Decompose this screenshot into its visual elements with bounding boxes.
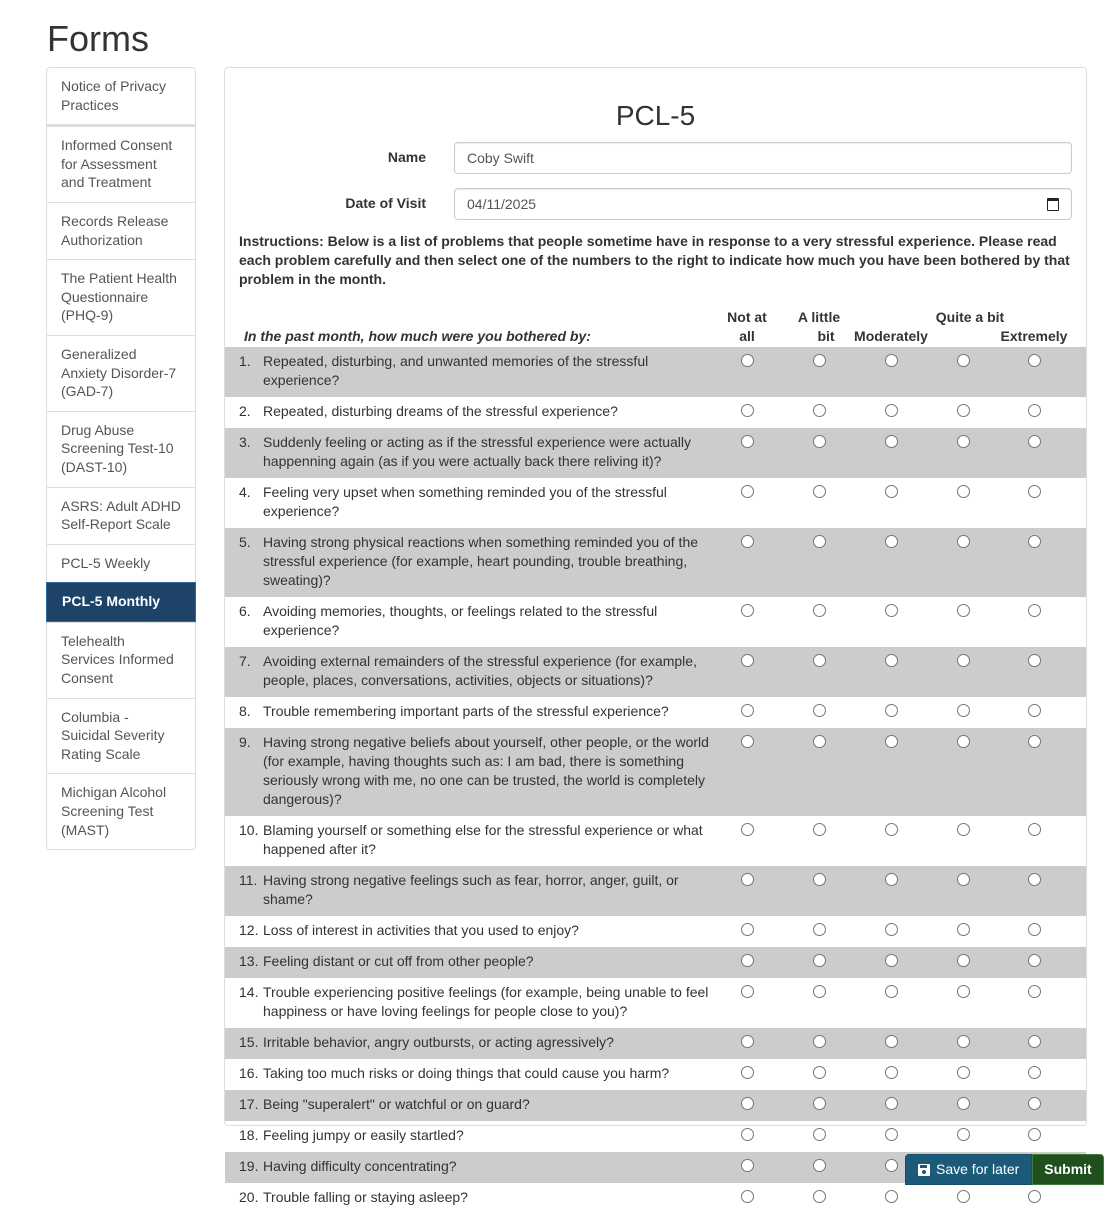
- response-radio[interactable]: [1028, 1066, 1041, 1079]
- question-text: Taking too much risks or doing things that could cause you harm?: [263, 1065, 670, 1081]
- response-radio[interactable]: [957, 985, 970, 998]
- question-number: 6.: [239, 603, 251, 619]
- question-text: Trouble falling or staying asleep?: [263, 1189, 468, 1205]
- question-row: [225, 428, 1086, 478]
- sidebar-item[interactable]: The Patient Health Questionnaire (PHQ-9): [47, 259, 195, 335]
- response-radio[interactable]: [741, 404, 754, 417]
- response-radio[interactable]: [1028, 985, 1041, 998]
- question-number: 11.: [239, 872, 258, 888]
- response-radio[interactable]: [1028, 954, 1041, 967]
- response-radio[interactable]: [741, 1159, 754, 1172]
- response-radio[interactable]: [885, 735, 898, 748]
- response-radio[interactable]: [741, 604, 754, 617]
- question-row: [225, 478, 1086, 528]
- response-radio[interactable]: [885, 1159, 898, 1172]
- response-radio[interactable]: [741, 535, 754, 548]
- sidebar-item[interactable]: Records Release Authorization: [47, 202, 195, 259]
- response-radio[interactable]: [741, 354, 754, 367]
- response-radio[interactable]: [813, 1159, 826, 1172]
- response-radio[interactable]: [957, 654, 970, 667]
- response-radio[interactable]: [813, 823, 826, 836]
- question-text: Repeated, disturbing, and unwanted memories of the stressful experience?: [263, 353, 649, 388]
- response-radio[interactable]: [957, 923, 970, 936]
- question-row: [225, 1090, 1086, 1121]
- column-header-line1: Quite a bit: [935, 309, 1005, 325]
- response-radio[interactable]: [741, 985, 754, 998]
- response-radio[interactable]: [1028, 535, 1041, 548]
- response-radio[interactable]: [885, 604, 898, 617]
- question-text: Feeling very upset when something reminded you of the stressful experience?: [263, 484, 667, 519]
- response-radio[interactable]: [885, 704, 898, 717]
- response-radio[interactable]: [1028, 604, 1041, 617]
- response-radio[interactable]: [813, 1066, 826, 1079]
- response-radio[interactable]: [957, 485, 970, 498]
- response-radio[interactable]: [741, 923, 754, 936]
- question-text: Avoiding external remainders of the stressful experience (for example, people, places, conversations, activities, objects or situations)?: [263, 653, 697, 688]
- question-text: Trouble remembering important parts of the stressful experience?: [263, 703, 669, 719]
- response-radio[interactable]: [885, 1128, 898, 1141]
- response-radio[interactable]: [957, 1128, 970, 1141]
- submit-label: Submit: [1044, 1161, 1092, 1177]
- response-radio[interactable]: [741, 1128, 754, 1141]
- response-radio[interactable]: [885, 354, 898, 367]
- response-radio[interactable]: [813, 435, 826, 448]
- question-row: [225, 347, 1086, 397]
- response-radio[interactable]: [813, 485, 826, 498]
- response-radio[interactable]: [957, 404, 970, 417]
- question-text: Having strong negative feelings such as fear, horror, anger, guilt, or shame?: [263, 872, 679, 907]
- question-row: [225, 866, 1086, 916]
- response-radio[interactable]: [1028, 735, 1041, 748]
- response-radio[interactable]: [957, 704, 970, 717]
- response-radio[interactable]: [1028, 354, 1041, 367]
- response-radio[interactable]: [813, 873, 826, 886]
- question-row: [225, 1059, 1086, 1090]
- response-radio[interactable]: [957, 535, 970, 548]
- column-header-line1: [851, 308, 931, 327]
- name-row: [225, 142, 1086, 174]
- response-radio[interactable]: [1028, 485, 1041, 498]
- sidebar-item[interactable]: Michigan Alcohol Screening Test (MAST): [47, 773, 195, 849]
- date-row: [225, 188, 1086, 220]
- response-radio[interactable]: [1028, 704, 1041, 717]
- response-radio[interactable]: [885, 1190, 898, 1203]
- question-text: Feeling distant or cut off from other people?: [263, 953, 534, 969]
- response-radio[interactable]: [957, 873, 970, 886]
- floppy-disk-icon: [918, 1164, 930, 1176]
- response-radio[interactable]: [813, 604, 826, 617]
- question-row: [225, 647, 1086, 697]
- question-number: 8.: [239, 703, 251, 719]
- response-radio[interactable]: [885, 985, 898, 998]
- question-row: [225, 597, 1086, 647]
- response-radio[interactable]: [885, 954, 898, 967]
- response-radio[interactable]: [885, 873, 898, 886]
- response-radio[interactable]: [813, 354, 826, 367]
- question-number: 16.: [239, 1065, 259, 1081]
- response-radio[interactable]: [885, 1035, 898, 1048]
- response-radio[interactable]: [957, 435, 970, 448]
- sidebar-item[interactable]: Drug Abuse Screening Test-10 (DAST-10): [47, 411, 195, 487]
- column-header: [779, 308, 859, 346]
- question-number: 18.: [239, 1127, 259, 1143]
- question-text: Loss of interest in activities that you used to enjoy?: [263, 922, 579, 938]
- sidebar-item[interactable]: Informed Consent for Assessment and Treatment: [47, 124, 195, 202]
- response-radio[interactable]: [885, 654, 898, 667]
- question-text: Irritable behavior, angry outbursts, or acting agressively?: [263, 1034, 614, 1050]
- response-radio[interactable]: [741, 435, 754, 448]
- response-radio[interactable]: [741, 873, 754, 886]
- response-radio[interactable]: [1028, 1128, 1041, 1141]
- question-row: [225, 916, 1086, 947]
- sidebar-item[interactable]: ASRS: Adult ADHD Self-Report Scale: [47, 487, 195, 544]
- question-row: [225, 397, 1086, 428]
- response-radio[interactable]: [813, 923, 826, 936]
- name-label: Name: [387, 149, 426, 165]
- response-radio[interactable]: [957, 1097, 970, 1110]
- response-radio[interactable]: [1028, 1035, 1041, 1048]
- question-text: Having strong physical reactions when something reminded you of the stressful experience (for example, heart pounding, trouble breathing, sweating)?: [263, 534, 699, 588]
- column-header: [994, 308, 1074, 346]
- question-header: [225, 306, 1086, 347]
- response-radio[interactable]: [957, 823, 970, 836]
- form-title: PCL-5: [615, 100, 696, 131]
- question-text: Trouble experiencing positive feelings (for example, being unable to feel happiness or have loving feelings for people close to you)?: [263, 984, 709, 1019]
- question-number: 2.: [239, 403, 251, 419]
- sidebar-item[interactable]: Notice of Privacy Practices: [61, 78, 167, 113]
- response-radio[interactable]: [741, 1097, 754, 1110]
- response-radio[interactable]: [741, 485, 754, 498]
- sidebar-item[interactable]: Generalized Anxiety Disorder-7 (GAD-7): [47, 335, 195, 411]
- question-text: Avoiding memories, thoughts, or feelings related to the stressful experience?: [263, 603, 658, 638]
- page-title: Forms: [47, 18, 149, 59]
- response-radio[interactable]: [885, 404, 898, 417]
- column-header-line1: Not at: [727, 309, 767, 325]
- question-number: 10.: [239, 822, 259, 838]
- date-label: Date of Visit: [345, 195, 426, 211]
- response-radio[interactable]: [813, 1128, 826, 1141]
- question-number: 7.: [239, 653, 251, 669]
- question-text: Having strong negative beliefs about yourself, other people, or the world (for example, having thoughts such as: I am bad, there is something seriously wrong with me, no one can be trusted, the world is completely dangerous)?: [263, 734, 709, 807]
- response-radio[interactable]: [741, 1066, 754, 1079]
- response-radio[interactable]: [813, 654, 826, 667]
- response-radio[interactable]: [957, 735, 970, 748]
- question-text: Feeling jumpy or easily startled?: [263, 1127, 464, 1143]
- response-radio[interactable]: [741, 954, 754, 967]
- column-header-line2: Extremely: [1000, 328, 1068, 344]
- sidebar-item[interactable]: Columbia - Suicidal Severity Rating Scale: [47, 698, 195, 774]
- question-number: 19.: [239, 1158, 259, 1174]
- response-radio[interactable]: [1028, 654, 1041, 667]
- column-header: [851, 308, 931, 346]
- question-number: 1.: [239, 353, 251, 369]
- response-radio[interactable]: [1028, 923, 1041, 936]
- question-row: [225, 728, 1086, 816]
- question-number: 3.: [239, 434, 251, 450]
- response-radio[interactable]: [741, 735, 754, 748]
- response-radio[interactable]: [813, 704, 826, 717]
- response-radio[interactable]: [813, 1190, 826, 1203]
- response-radio[interactable]: [813, 985, 826, 998]
- sidebar-item[interactable]: Telehealth Services Informed Consent: [47, 622, 195, 698]
- response-radio[interactable]: [813, 1097, 826, 1110]
- response-radio[interactable]: [957, 1066, 970, 1079]
- instructions: Instructions: Below is a list of problems that people sometime have in response to a very stressful experience. Please read each problem carefully and then select one of the numbers to the right to indicate how much you have been bothered by that problem in the month.: [239, 233, 1070, 287]
- response-radio[interactable]: [1028, 435, 1041, 448]
- response-radio[interactable]: [957, 354, 970, 367]
- response-radio[interactable]: [885, 535, 898, 548]
- question-row: [225, 978, 1086, 1028]
- question-text: Being "superalert" or watchful or on guard?: [263, 1096, 530, 1112]
- question-text: Suddenly feeling or acting as if the stressful experience were actually happenning again (as if you were actually back there reliving it)?: [263, 434, 692, 469]
- response-radio[interactable]: [813, 1035, 826, 1048]
- question-row: [225, 1028, 1086, 1059]
- response-radio[interactable]: [741, 1190, 754, 1203]
- questions-table: [225, 347, 1086, 1214]
- response-radio[interactable]: [813, 954, 826, 967]
- column-header: [707, 308, 787, 346]
- sidebar-item[interactable]: PCL-5 Weekly: [47, 544, 195, 583]
- response-radio[interactable]: [1028, 404, 1041, 417]
- question-row: [225, 816, 1086, 866]
- date-value: 04/11/2025: [467, 196, 537, 212]
- response-radio[interactable]: [813, 735, 826, 748]
- question-number: 17.: [239, 1096, 259, 1112]
- response-radio[interactable]: [885, 435, 898, 448]
- question-prompt: In the past month, how much were you bothered by:: [244, 328, 591, 344]
- save-label: Save for later: [936, 1161, 1020, 1177]
- response-radio[interactable]: [957, 604, 970, 617]
- response-radio[interactable]: [885, 485, 898, 498]
- sidebar-item[interactable]: PCL-5 Monthly: [46, 582, 196, 622]
- question-number: 20.: [239, 1189, 259, 1205]
- question-text: Repeated, disturbing dreams of the stressful experience?: [263, 403, 618, 419]
- question-number: 9.: [239, 734, 251, 750]
- column-header-line1: A little: [797, 309, 841, 325]
- column-header-line2: all: [739, 328, 755, 344]
- response-radio[interactable]: [1028, 1190, 1041, 1203]
- response-radio[interactable]: [1028, 823, 1041, 836]
- response-radio[interactable]: [885, 823, 898, 836]
- forms-sidebar: [46, 67, 196, 850]
- column-header-line1: [994, 308, 1074, 327]
- question-row: [225, 1183, 1086, 1214]
- question-row: [225, 1121, 1086, 1152]
- response-radio[interactable]: [885, 1066, 898, 1079]
- name-input[interactable]: Coby Swift: [454, 142, 1072, 174]
- response-radio[interactable]: [741, 823, 754, 836]
- question-text: Having difficulty concentrating?: [263, 1158, 457, 1174]
- response-radio[interactable]: [1028, 1097, 1041, 1110]
- date-of-visit-input[interactable]: [454, 188, 1072, 220]
- form-actions: [905, 1154, 1104, 1185]
- response-radio[interactable]: [957, 1035, 970, 1048]
- response-radio[interactable]: [957, 954, 970, 967]
- column-header-line2: Moderately: [854, 328, 928, 344]
- question-number: 4.: [239, 484, 251, 500]
- question-number: 15.: [239, 1034, 259, 1050]
- question-row: [225, 697, 1086, 728]
- question-number: 5.: [239, 534, 251, 550]
- save-for-later-button[interactable]: [905, 1154, 1032, 1185]
- column-header-line2: bit: [817, 328, 835, 344]
- question-row: [225, 528, 1086, 597]
- question-number: 13.: [239, 953, 259, 969]
- response-radio[interactable]: [741, 654, 754, 667]
- question-text: Blaming yourself or something else for the stressful experience or what happened after it?: [263, 822, 703, 857]
- response-radio[interactable]: [741, 1035, 754, 1048]
- response-radio[interactable]: [885, 923, 898, 936]
- submit-button[interactable]: [1032, 1154, 1103, 1185]
- question-number: 12.: [239, 922, 259, 938]
- response-radio[interactable]: [957, 1190, 970, 1203]
- calendar-icon[interactable]: [1047, 198, 1059, 211]
- response-radio[interactable]: [885, 1097, 898, 1110]
- question-number: 14.: [239, 984, 259, 1000]
- response-radio[interactable]: [1028, 873, 1041, 886]
- response-radio[interactable]: [813, 535, 826, 548]
- question-row: [225, 947, 1086, 978]
- response-radio[interactable]: [741, 704, 754, 717]
- response-radio[interactable]: [813, 404, 826, 417]
